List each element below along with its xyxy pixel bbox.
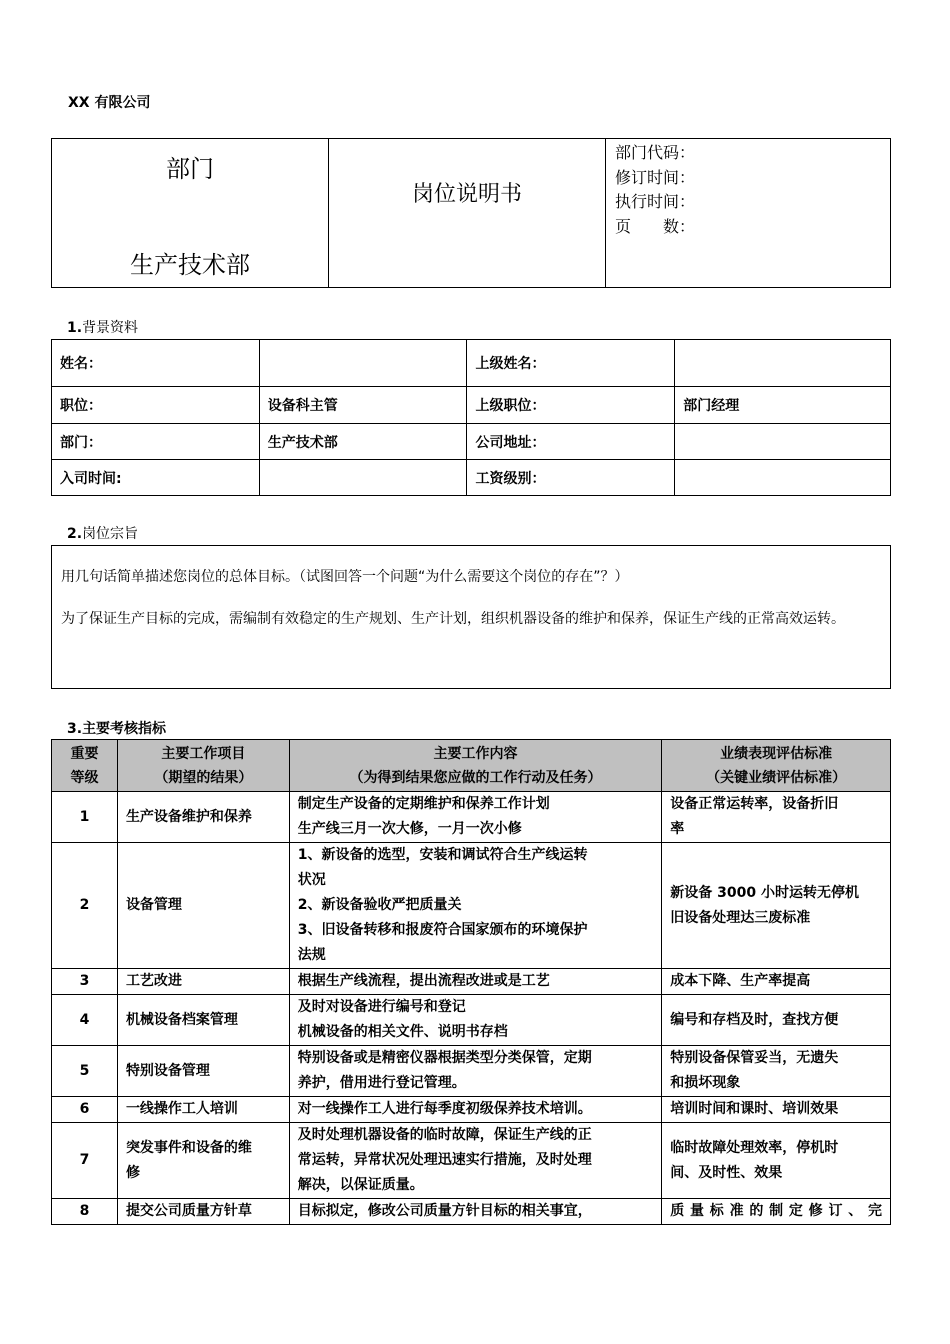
department-name: 生产技术部 <box>130 251 250 279</box>
field-label: 职位： <box>52 387 260 424</box>
row-item: 生产设备维护和保养 <box>117 792 289 843</box>
row-standard: 成本下降、生产率提高 <box>662 969 891 995</box>
table-row <box>52 387 891 424</box>
row-content: 目标拟定，修改公司质量方针目标的相关事宜， <box>289 1199 662 1225</box>
row-content: 特别设备或是精密仪器根据类型分类保管，定期 养护，借用进行登记管理。 <box>289 1046 662 1097</box>
field-value <box>259 340 467 387</box>
header-standard: 业绩表现评估标准 （关键业绩评估标准） <box>662 740 891 792</box>
row-level: 4 <box>52 995 118 1046</box>
title-cell <box>329 139 606 287</box>
meta-revision-time: 修订时间： <box>615 167 696 187</box>
field-label: 上级职位： <box>467 387 675 424</box>
section-number: 2. <box>67 526 83 542</box>
row-level: 1 <box>52 792 118 843</box>
table-row <box>52 340 891 387</box>
row-content: 及时处理机器设备的临时故障，保证生产线的正 常运转，异常状况处理迅速实行措施，及时处理 解决，以保证质量。 <box>289 1123 662 1199</box>
row-item: 提交公司质量方针草 <box>117 1199 289 1225</box>
row-content: 1、新设备的选型，安装和调试符合生产线运转 状况 2、新设备验收严把质量关 3、旧设备转移和报废符合国家颁布的环境保护 法规 <box>289 843 662 969</box>
row-content: 制定生产设备的定期维护和保养工作计划 生产线三月一次大修，一月一次小修 <box>289 792 662 843</box>
table-row <box>52 969 891 995</box>
position-purpose-box <box>51 545 891 689</box>
field-label: 上级姓名： <box>467 340 675 387</box>
table-row <box>52 995 891 1046</box>
row-item: 工艺改进 <box>117 969 289 995</box>
row-standard: 特别设备保管妥当，无遗失 和损坏现象 <box>662 1046 891 1097</box>
table-row <box>52 1123 891 1199</box>
row-standard: 培训时间和课时、培训效果 <box>662 1097 891 1123</box>
document-meta <box>615 141 695 239</box>
table-header-row <box>52 740 891 792</box>
row-level: 3 <box>52 969 118 995</box>
department-cell <box>52 139 329 287</box>
field-value <box>675 424 891 460</box>
field-label: 姓名： <box>52 340 260 387</box>
document-title: 岗位说明书 <box>411 182 522 207</box>
table-row <box>52 1199 891 1225</box>
row-standard: 设备正常运转率，设备折旧 率 <box>662 792 891 843</box>
row-level: 7 <box>52 1123 118 1199</box>
department-label: 部门 <box>166 155 214 183</box>
field-label: 工资级别： <box>467 460 675 496</box>
purpose-answer: 为了保证生产目标的完成，需编制有效稳定的生产规划、生产计划，组织机器设备的维护和保养，保证生产线的正常高效运转。 <box>61 611 845 627</box>
document-header <box>51 138 891 288</box>
field-value: 设备科主管 <box>259 387 467 424</box>
section-3-title: 3.主要考核指标 <box>67 721 167 737</box>
meta-effective-time: 执行时间： <box>615 192 696 211</box>
row-item: 特别设备管理 <box>117 1046 289 1097</box>
field-value <box>675 460 891 496</box>
table-row <box>52 1046 891 1097</box>
row-content: 根据生产线流程，提出流程改进或是工艺 <box>289 969 662 995</box>
company-name: XX 有限公司 <box>68 95 151 111</box>
row-standard: 临时故障处理效率，停机时 间、及时性、效果 <box>662 1123 891 1199</box>
field-label: 部门： <box>52 424 260 460</box>
field-label: 公司地址： <box>467 424 675 460</box>
header-level: 重要 等级 <box>52 740 118 792</box>
row-level: 8 <box>52 1199 118 1225</box>
background-info-table <box>51 339 891 496</box>
row-level: 5 <box>52 1046 118 1097</box>
section-1-title: 1.背景资料 <box>67 320 139 336</box>
field-value: 部门经理 <box>675 387 891 424</box>
meta-page-count: 页 数： <box>615 216 696 236</box>
table-row <box>52 460 891 496</box>
table-row <box>52 1097 891 1123</box>
row-item: 设备管理 <box>117 843 289 969</box>
row-standard: 编号和存档及时，查找方便 <box>662 995 891 1046</box>
table-row <box>52 424 891 460</box>
row-item: 一线操作工人培训 <box>117 1097 289 1123</box>
row-standard: 质量标准的制定修订、完 <box>662 1199 891 1225</box>
table-row <box>52 792 891 843</box>
meta-dept-code: 部门代码： <box>615 143 696 162</box>
header-content: 主要工作内容 （为得到结果您应做的工作行动及任务） <box>289 740 662 792</box>
table-row <box>52 843 891 969</box>
meta-cell <box>606 139 890 287</box>
field-value <box>675 340 891 387</box>
purpose-prompt: 用几句话简单描述您岗位的总体目标。（试图回答一个问题“为什么需要这个岗位的存在”？） <box>61 569 629 585</box>
field-value <box>259 460 467 496</box>
row-content: 对一线操作工人进行每季度初级保养技术培训。 <box>289 1097 662 1123</box>
header-item: 主要工作项目 （期望的结果） <box>117 740 289 792</box>
section-2-title: 2.岗位宗旨 <box>67 526 139 542</box>
row-item: 机械设备档案管理 <box>117 995 289 1046</box>
field-label: 入司时间: <box>52 460 260 496</box>
section-number: 1. <box>67 320 83 336</box>
row-item: 突发事件和设备的维 修 <box>117 1123 289 1199</box>
row-level: 6 <box>52 1097 118 1123</box>
section-number: 3. <box>67 721 83 737</box>
row-content: 及时对设备进行编号和登记 机械设备的相关文件、说明书存档 <box>289 995 662 1046</box>
row-level: 2 <box>52 843 118 969</box>
row-standard: 新设备 3000 小时运转无停机 旧设备处理达三废标准 <box>662 843 891 969</box>
kpi-table <box>51 739 891 1225</box>
field-value: 生产技术部 <box>259 424 467 460</box>
